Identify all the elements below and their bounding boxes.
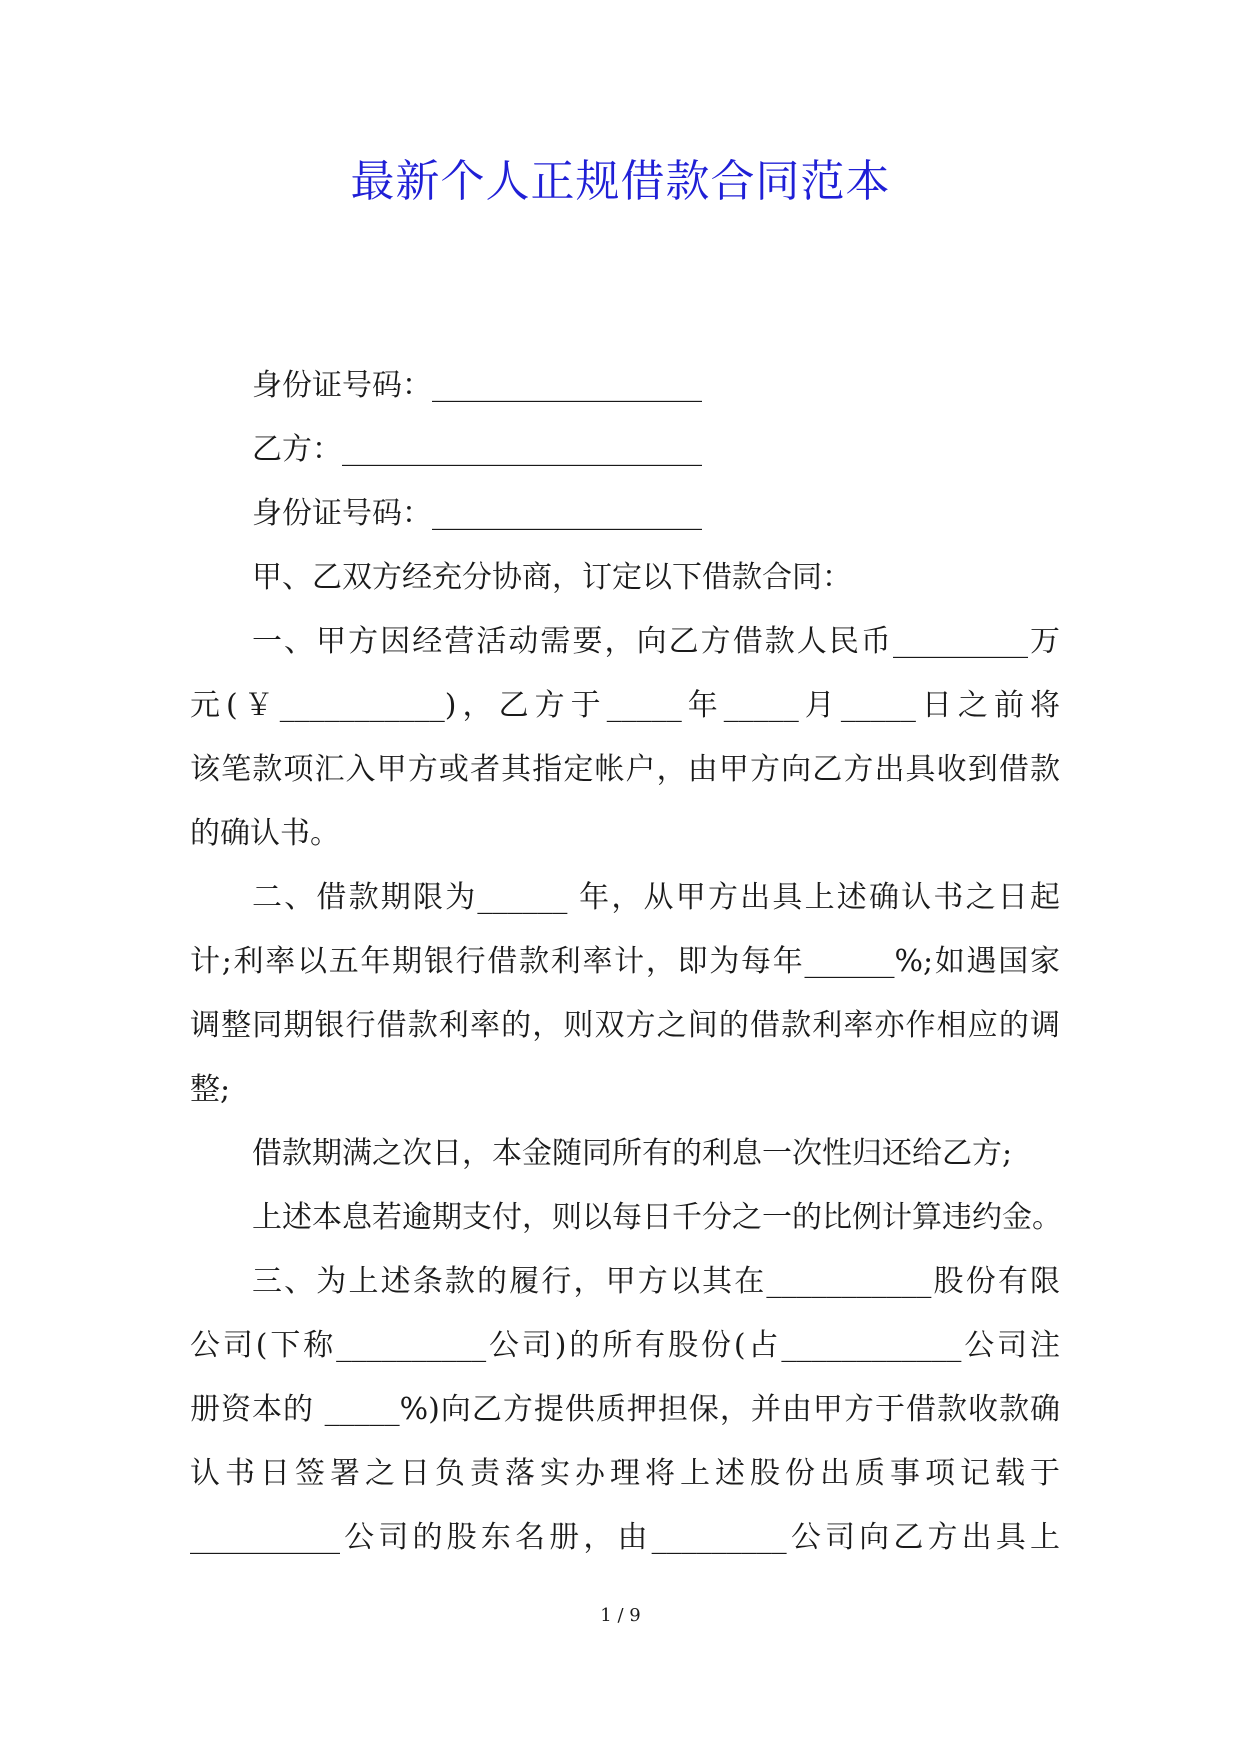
clause-3-line-5: __________公司的股东名册，由_________公司向乙方出具上	[190, 1520, 1060, 1555]
id-number-line-b: 身份证号码：__________________	[252, 496, 702, 531]
clause-2-line-1: 二、借款期限为______ 年，从甲方出具上述确认书之日起	[252, 880, 1060, 915]
penalty-line: 上述本息若逾期支付，则以每日千分之一的比例计算违约金。	[252, 1200, 1062, 1235]
document-body	[190, 354, 1060, 1570]
clause-1-line-4: 的确认书。	[190, 816, 340, 851]
repayment-line: 借款期满之次日，本金随同所有的利息一次性归还给乙方;	[252, 1136, 1013, 1171]
document-title: 最新个人正规借款合同范本	[350, 156, 891, 207]
clause-3-line-4: 认书日签署之日负责落实办理将上述股份出质事项记载于	[190, 1456, 1060, 1491]
clause-1-line-3: 该笔款项汇入甲方或者其指定帐户，由甲方向乙方出具收到借款	[190, 752, 1060, 787]
party-b-line: 乙方：________________________	[252, 432, 702, 467]
clause-3-line-3: 册资本的 _____%)向乙方提供质押担保，并由甲方于借款收款确	[190, 1392, 1060, 1427]
id-number-line-a: 身份证号码：__________________	[252, 368, 702, 403]
agreement-intro: 甲、乙双方经充分协商，订定以下借款合同：	[252, 560, 852, 595]
clause-1-line-2: 元(￥___________)，乙方于_____年_____月_____日之前将	[190, 688, 1060, 723]
page-number: 1 / 9	[600, 1605, 641, 1626]
clause-2-line-3: 调整同期银行借款利率的，则双方之间的借款利率亦作相应的调	[190, 1008, 1060, 1043]
clause-3-line-2: 公司(下称__________公司)的所有股份(占____________公司注	[190, 1328, 1060, 1363]
clause-1-line-1: 一、甲方因经营活动需要，向乙方借款人民币_________万	[252, 624, 1060, 659]
clause-2-line-2: 计;利率以五年期银行借款利率计，即为每年______%;如遇国家	[190, 944, 1060, 979]
clause-2-line-4: 整;	[190, 1072, 231, 1107]
clause-3-line-1: 三、为上述条款的履行，甲方以其在___________股份有限	[252, 1264, 1060, 1299]
